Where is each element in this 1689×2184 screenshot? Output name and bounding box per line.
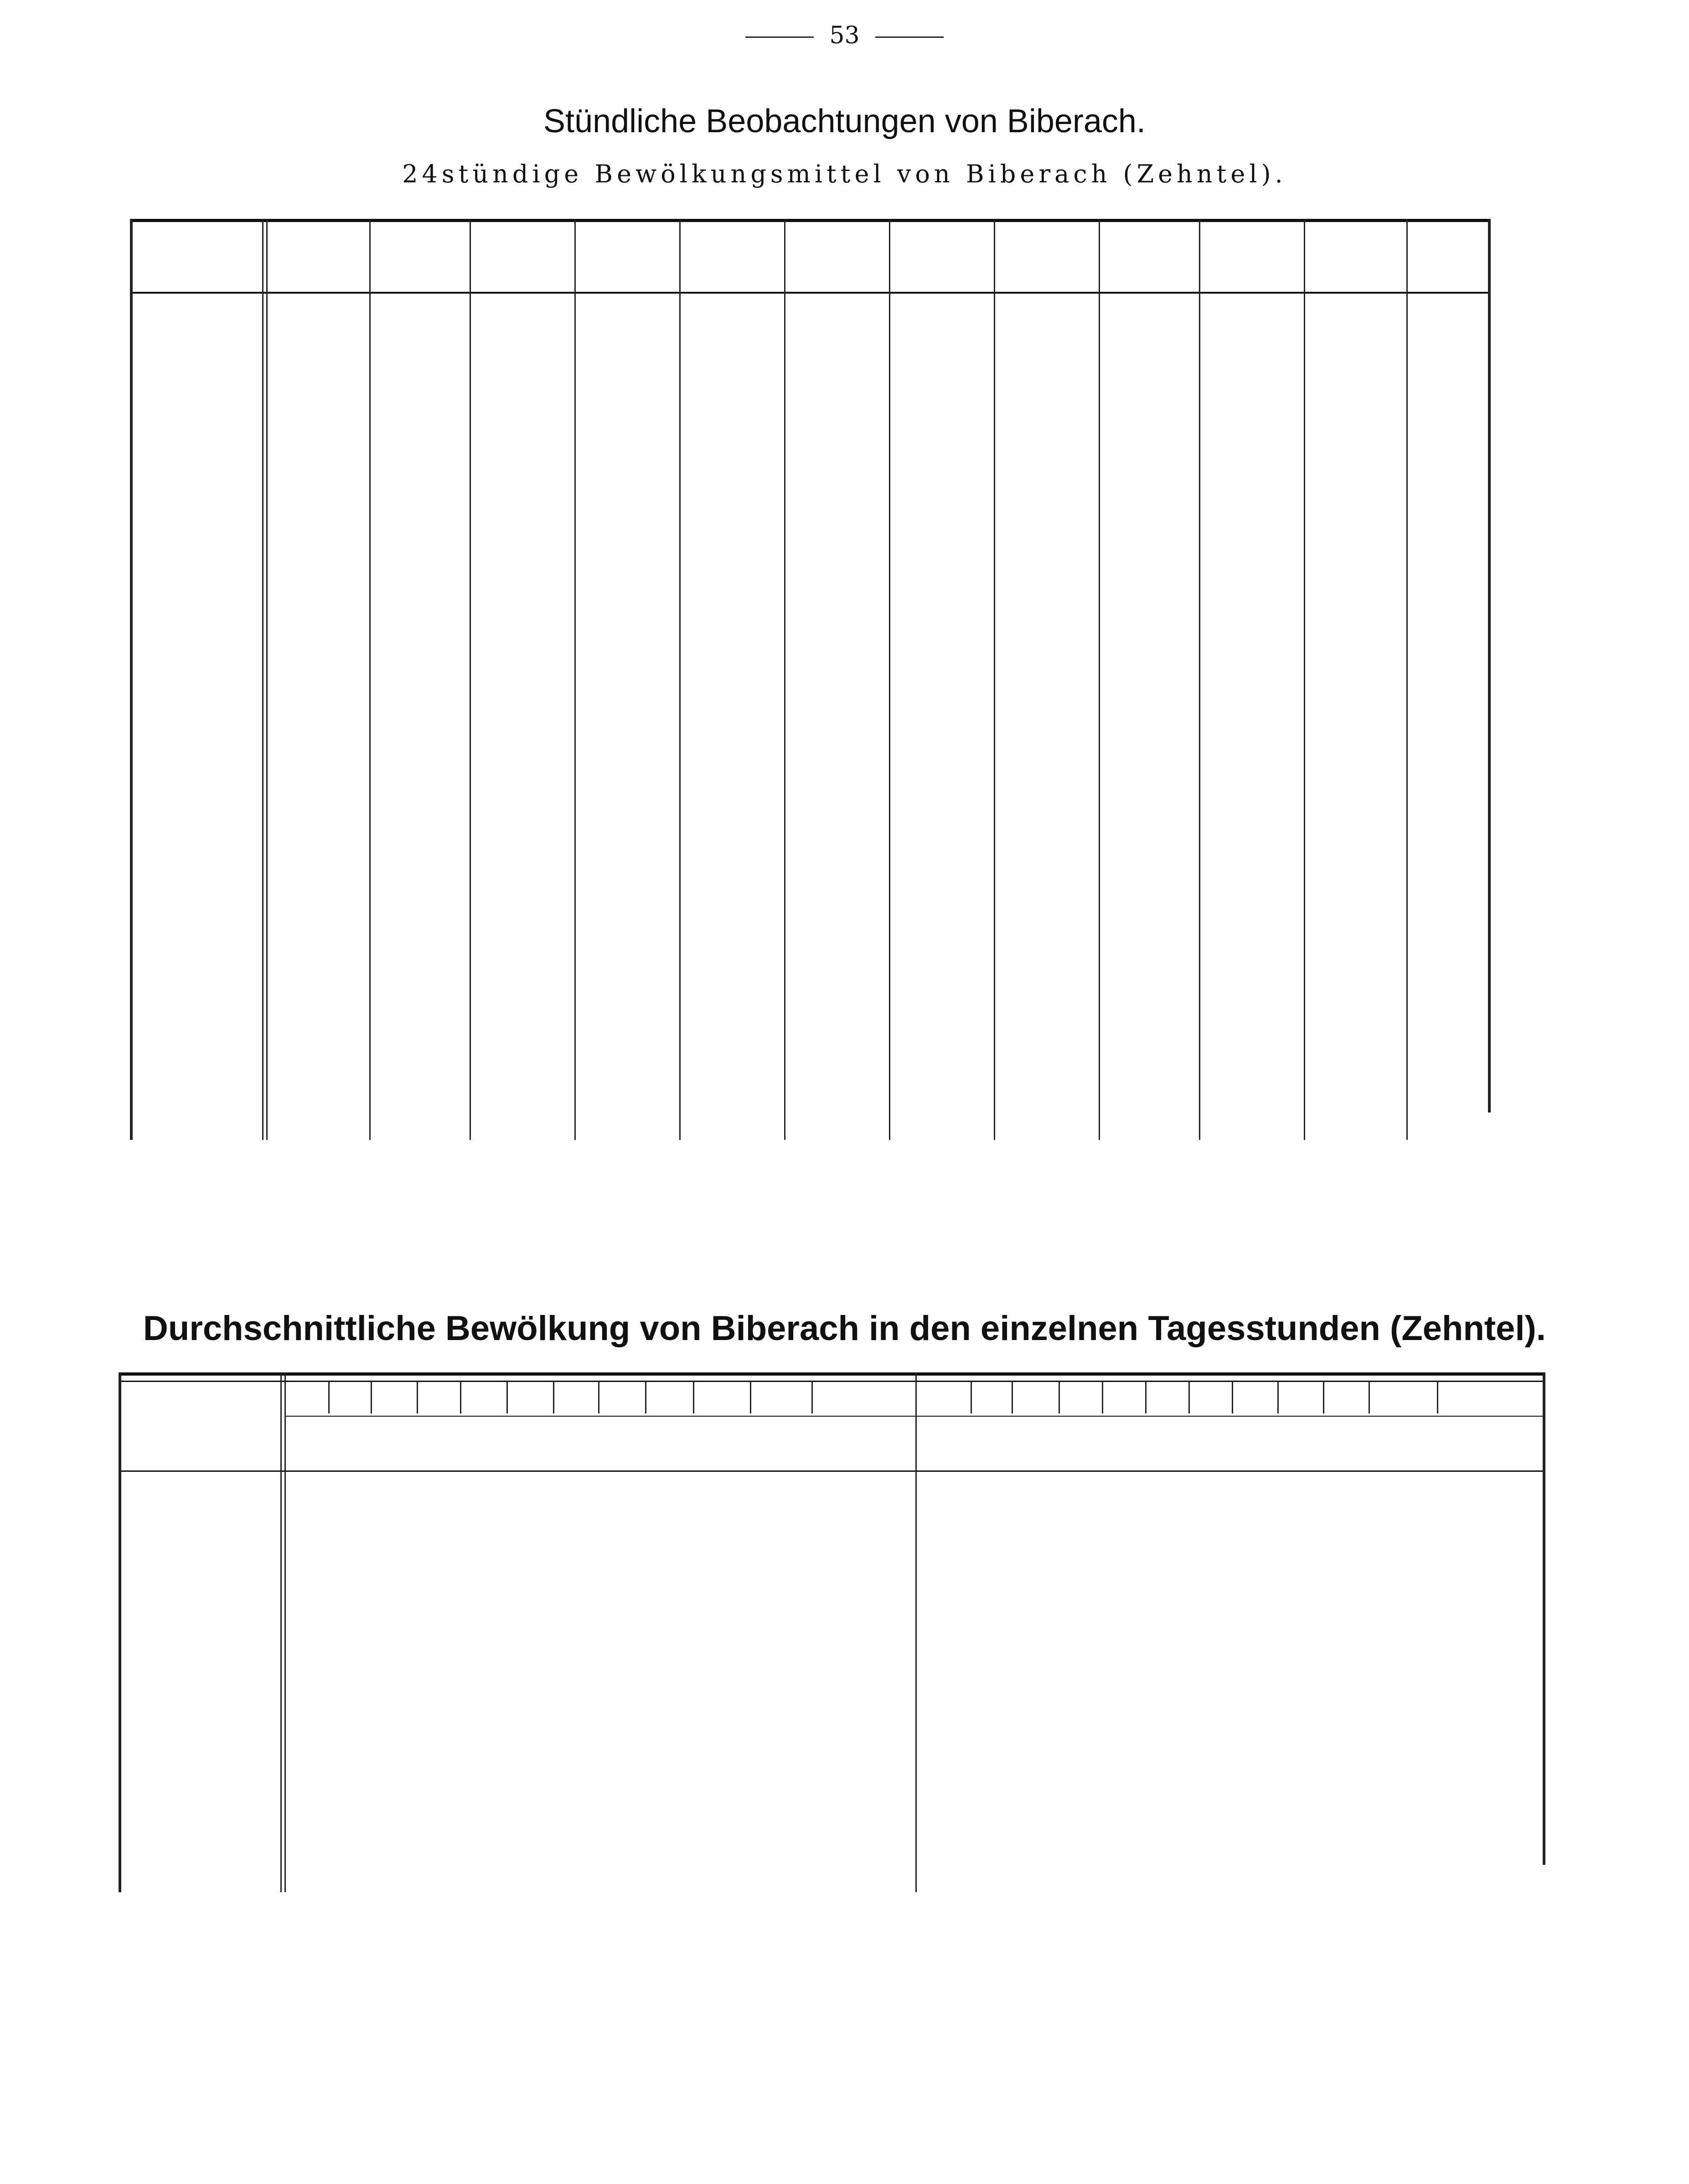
- table1-top-rule: [130, 219, 1491, 222]
- table1-col-rule: [1099, 219, 1100, 1140]
- table2-left-rule: [119, 1372, 121, 1892]
- table2-hour-rule: [1059, 1382, 1060, 1413]
- table2-hour-rule: [371, 1382, 372, 1413]
- table2-rule-midday: [915, 1372, 917, 1892]
- table2-rule-year2: [284, 1372, 286, 1892]
- table1-rule-year2: [266, 219, 268, 1140]
- table1-subtitle: 24stündige Bewölkungsmittel von Biberach (Zehntel).: [402, 160, 1287, 188]
- table1-header-rule: [130, 292, 1491, 294]
- table1-col-rule: [1406, 219, 1408, 1140]
- table2-hour-rule: [645, 1382, 646, 1413]
- table2-hour-rule: [598, 1382, 599, 1413]
- table1-col-rule: [369, 219, 371, 1140]
- table2-hour-rule: [1369, 1382, 1370, 1413]
- table2-second-rule: [119, 1381, 1545, 1382]
- table1-col-rule: [994, 219, 995, 1140]
- table1-rule-year: [262, 219, 263, 1140]
- table2-sub-rule-pm: [917, 1416, 1544, 1417]
- table1-col-rule: [679, 219, 681, 1140]
- table1-col-rule: [470, 219, 471, 1140]
- table1-col-rule: [889, 219, 890, 1140]
- table2-hour-rule: [1323, 1382, 1324, 1413]
- table2-hour-rule: [1232, 1382, 1233, 1413]
- table2-right-rule: [1543, 1372, 1545, 1865]
- table2-hour-rule: [1277, 1382, 1279, 1413]
- table1-right-rule: [1488, 219, 1491, 1113]
- table2-top-rule: [119, 1372, 1545, 1376]
- table2-hour-rule: [1188, 1382, 1190, 1413]
- table2-hour-rule: [811, 1382, 813, 1413]
- table1-col-rule: [1304, 219, 1305, 1140]
- page-number: 53: [0, 22, 1689, 49]
- table2-hour-rule: [1437, 1382, 1438, 1413]
- table2-hour-rule: [1145, 1382, 1147, 1413]
- table2-hour-rule: [1012, 1382, 1013, 1413]
- table1-col-rule: [574, 219, 576, 1140]
- table2-hour-rule: [693, 1382, 694, 1413]
- table2-hour-rule: [328, 1382, 330, 1413]
- table2-header-rule: [119, 1470, 1545, 1472]
- table2-hour-rule: [1102, 1382, 1103, 1413]
- table2-hour-rule: [553, 1382, 554, 1413]
- table1-col-rule: [784, 219, 785, 1140]
- table2-hour-rule: [417, 1382, 418, 1413]
- table2-hour-rule: [971, 1382, 972, 1413]
- table2-hour-rule: [506, 1382, 508, 1413]
- table2-rule-year: [280, 1372, 282, 1892]
- table2-hour-rule: [750, 1382, 751, 1413]
- table2-sub-rule-am: [286, 1416, 915, 1417]
- table1-left-rule: [130, 219, 133, 1140]
- table1-col-rule: [1199, 219, 1200, 1140]
- table2-title: Durchschnittliche Bewölkung von Biberach in den einzelnen Tagesstunden (Zehntel).: [143, 1309, 1546, 1348]
- table2-hour-rule: [460, 1382, 461, 1413]
- table1-title: Stündliche Beobachtungen von Biberach.: [543, 103, 1146, 140]
